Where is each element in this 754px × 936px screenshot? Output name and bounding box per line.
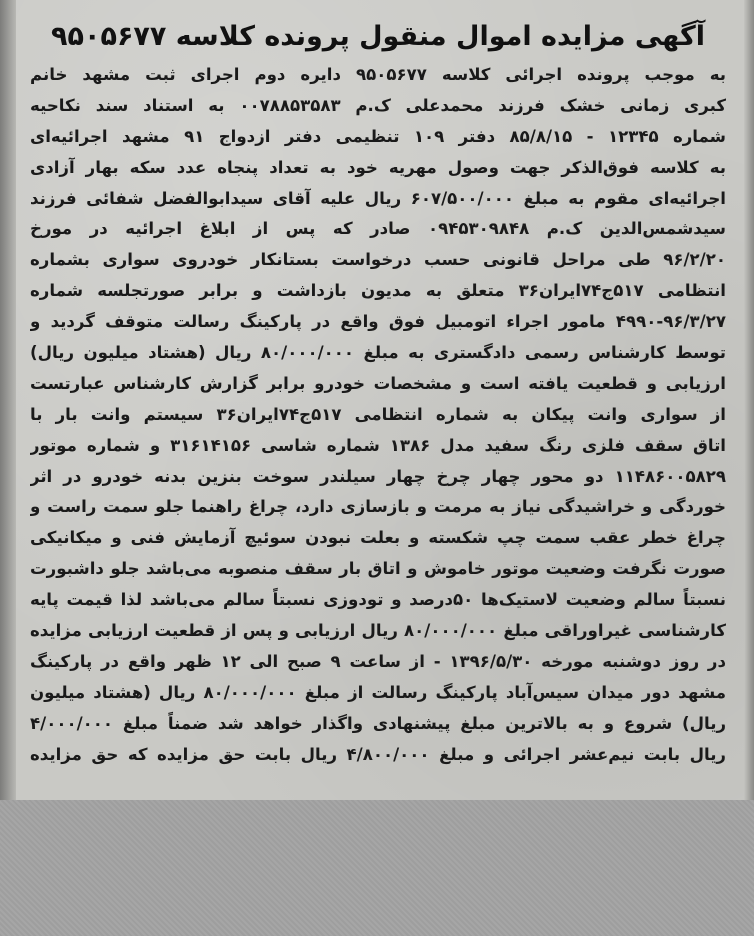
notice-line: ریال بابت نیم‌عشر اجرائی و مبلغ ۴/۸۰۰/۰۰۰ ریال بابت حق مزایده که حق مزایده — [30, 744, 726, 764]
notice-line: ۴۹۹۰-۹۶/۳/۲۷ مامور اجراء اتومبیل فوق واقع در پارکینگ رسالت متوقف گردید و — [30, 312, 726, 332]
notice-line: اتاق سقف فلزی رنگ سفید مدل ۱۳۸۶ شماره شاسی ۳۱۶۱۴۱۵۶ و شماره موتور — [30, 435, 726, 455]
notice-line: از سواری وانت پیکان به شماره انتظامی ۵۱۷ج۷۴ایران۳۶ سیستم وانت بار با — [30, 404, 726, 424]
notice-line: ارزیابی و قطعیت یافته است و مشخصات خودرو برابر گزارش کارشناس عبارتست — [30, 373, 726, 393]
notice-line: نسبتاً سالم وضعیت لاستیک‌ها ۵۰درصد و تودوزی نسبتاً سالم می‌باشد لذا قیمت پایه — [30, 590, 726, 610]
notice-line: چراغ خطر عقب سمت چپ شکسته و بعلت نبودن سوئیچ آزمایش فنی و میکانیکی — [30, 528, 726, 548]
notice-line: کارشناسی غیراوراقی مبلغ ۸۰/۰۰۰/۰۰۰ ریال ارزیابی و پس از قطعیت ارزیابی مزایده — [30, 621, 726, 641]
notice-line: ۱۱۴۸۶۰۰۵۸۲۹ دو محور چهار چرخ چهار سیلندر سوخت بنزین بدنه خودرو در اثر — [30, 466, 726, 486]
notice-line: اجرائیه‌ای مقوم به مبلغ ۶۰۷/۵۰۰/۰۰۰ ریال علیه آقای سیدابوالفضل شفائی فرزند — [30, 188, 726, 208]
notice-line: انتظامی ۵۱۷ج۷۴ایران۳۶ متعلق به مدیون بازداشت و برابر صورتجلسه شماره — [30, 281, 726, 301]
notice-line: صورت نگرفت وضعیت موتور خاموش و اتاق بار سقف منصوبه می‌باشد جلو داشبورت — [30, 559, 726, 579]
auction-notice — [30, 18, 726, 770]
notice-line: توسط کارشناس رسمی دادگستری به مبلغ ۸۰/۰۰۰/۰۰۰ ریال (هشتاد میلیون ریال) — [30, 343, 726, 363]
notice-line: ریال) شروع و به بالاترین مبلغ پیشنهادی واگذار خواهد شد ضمناً مبلغ ۴/۰۰۰/۰۰۰ — [30, 713, 726, 733]
clipping-left-edge — [0, 0, 16, 800]
notice-line: به کلاسه فوق‌الذکر جهت وصول مهریه خود به تعداد پنجاه عدد سکه بهار آزادی — [30, 157, 726, 177]
notice-body — [30, 60, 726, 770]
notice-line: خوردگی و خراشیدگی نیاز به مرمت و بازسازی دارد، چراغ راهنما جلو سمت راست و — [30, 497, 726, 517]
clipping-right-edge — [744, 0, 754, 800]
notice-line: شماره ۱۲۳۴۵ - ۸۵/۸/۱۵ دفتر ۱۰۹ تنظیمی دفتر ازدواج ۹۱ مشهد اجرائیه‌ای — [30, 126, 726, 146]
notice-line: مشهد دور میدان سیس‌آباد پارکینگ رسالت از مبلغ ۸۰/۰۰۰/۰۰۰ ریال (هشتاد میلیون — [30, 682, 726, 702]
notice-line: سیدشمس‌الدین ک.م ۰۹۴۵۳۰۹۸۴۸ صادر که پس از ابلاغ اجرائیه در مورخ — [30, 219, 726, 239]
notice-line: به موجب پرونده اجرائی کلاسه ۹۵۰۵۶۷۷ دایره دوم اجرای ثبت مشهد خانم — [30, 65, 726, 84]
notice-line: کبری زمانی خشک فرزند محمدعلی ک.م ۰۰۷۸۸۵۳۵۸۳ به استناد سند نکاحیه — [30, 95, 726, 115]
background-area — [0, 800, 754, 936]
notice-line: ۹۶/۲/۲۰ طی مراحل قانونی حسب درخواست بستانکار خودروی سواری بشماره — [30, 250, 726, 270]
notice-line: در روز دوشنبه مورخه ۱۳۹۶/۵/۳۰ - از ساعت ۹ صبح الی ۱۲ ظهر واقع در پارکینگ — [30, 651, 726, 671]
notice-title: آگهی مزایده اموال منقول پرونده کلاسه ۹۵۰۵۶۷۷ — [51, 21, 705, 52]
